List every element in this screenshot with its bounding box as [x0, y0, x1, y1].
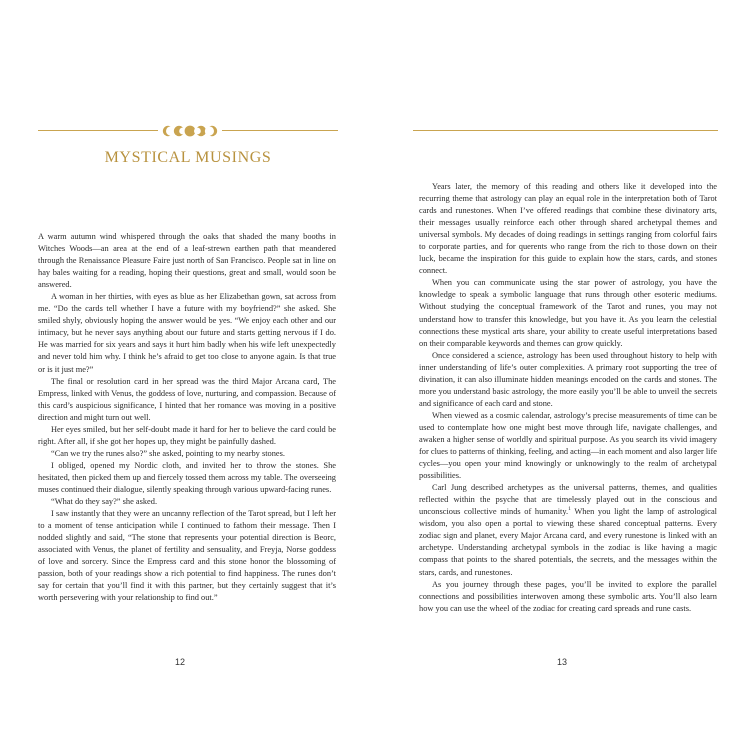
page-number: 13 — [556, 657, 567, 667]
paragraph: A woman in her thirties, with eyes as blue as her Elizabethan gown, sat across from me. “Do the cards tell whether I have a future with my boyfriend?” she asked. She smiled shyly, obviously hoping the answer would be yes. “We enjoy each other and our intimacy, but he never says anything about our future and starts getting nervous if I do. He was married for six years and says it hurt him badly when his wife left unexpectedly and never told him why. I think he’s afraid to get too close to anyone again. Is that true or is it just me?” — [38, 292, 336, 374]
footnote-marker[interactable]: 1 — [568, 506, 571, 513]
paragraph: The final or resolution card in her spread was the third Major Arcana card, The Empress, linked with Venus, the goddess of love, nurturing, and compassion. Because of this card’s auspicious significance, I hinted that her romance was moving in a positive direction and might turn out well. — [38, 376, 336, 422]
chapter-header-ornament — [38, 123, 338, 139]
paragraph: When viewed as a cosmic calendar, astrology’s precise measurements of time can be used to contemplate how one might best move through life, navigate challenges, and awaken a higher sense of worldly and spiritual purpose. As you search its vivid imagery for clues to patterns of thinking, feeling, and acting—in each moment and also larger life cycles—you open your mind knowingly or unknowingly to the realm of archetypal possibilities. — [419, 410, 717, 481]
paragraph: As you journey through these pages, you’ll be invited to explore the parallel connections and possibilities interwoven among these symbolic arts. You’ll also learn how you can use the wheel of the zodiac for creating card spreads and rune casts. — [419, 579, 717, 613]
right-page — [375, 0, 750, 750]
paragraph: “Can we try the runes also?” she asked, pointing to my nearby stones. — [51, 448, 285, 458]
right-page-body — [419, 181, 717, 615]
ornament-rule-left — [38, 130, 158, 131]
paragraph: I obliged, opened my Nordic cloth, and invited her to throw the stones. She hesitated, then picked them up and fiercely tossed them across my table. The overseeing muses continued their dialogue, silently speaking through various upward-facing runes. — [38, 460, 336, 494]
paragraph: I saw instantly that they were an uncanny reflection of the Tarot spread, but I left her to a moment of tense anticipation while I continued to fathom their message. Then I nodded slightly and said, “The stone that represents your potential direction is Beorc, associated with Venus, the planet of fertility and sensuality, and Freyja, Norse goddess of love and sorcery. Since the Empress card and this stone honor the blossoming of passion, both of your readings show a rich potential to find happiness. The runes don’t say for certain that you’ll find it with this partner, but they certainly suggest that it’s worth persevering with your relationship to find out.” — [38, 509, 336, 603]
paragraph-with-footnote — [419, 482, 717, 578]
paragraph: A warm autumn wind whispered through the oaks that shaded the many booths in Witches Woods—an area at the end of a leaf-strewn earthen path that meandered through the Renaissance Pleasure Faire just north of San Francisco. People sat in line on hay bales waiting for a reading, hoping their questions, great and small, would soon be answered. — [38, 232, 336, 290]
paragraph: Her eyes smiled, but her self-doubt made it hard for her to believe the card could be right. After all, if she got her hopes up, they might be painfully dashed. — [38, 424, 336, 446]
paragraph: When you can communicate using the star power of astrology, you have the knowledge to speak a symbolic language that runs through other esoteric mediums. Without studying the conceptual framework of the Tarot and runes, you may not understand how to transfer this knowledge, but you have it. As you learn the celestial connections these mystical arts share, your ability to create useful interpretations based on their comparable keywords and themes can grow quickly. — [419, 278, 717, 348]
left-page-body — [38, 231, 336, 604]
page-number: 12 — [174, 657, 185, 667]
paragraph: Once considered a science, astrology has been used throughout history to help with inner understanding of life’s outer complexities. A primary root supporting the tree of divination, it can also illuminate hidden meanings encoded on the cards and stones. The more you understand basic astrology, the more easily you’ll be able to unveil the secrets and significance of each card and stone. — [419, 350, 717, 408]
paragraph: Years later, the memory of this reading and others like it developed into the recurring theme that astrology can play an equal role in the interpretation both of Tarot cards and runestones. When I’ve offered readings that combine these divinatory arts, their messages usually reinforce each other through shared archetypal themes and universal symbols. My decades of doing readings in settings ranging from colorful fairs to corporate parties, and for querents who range from the rich to those down on their luck, became the inspiration for this guide to explain how the stars, cards, and stones connect. — [419, 182, 717, 276]
paragraph-text-continued: When you light the lamp of astrological wisdom, you also open a portal to viewing these shared conceptual patterns. Every zodiac sign and planet, every Major Arcana card, and every runestone is linked with an archetype. Understanding archetypal symbols in the zodiac is like having a magic compass that points to the shared potentials, the secrets, and the messages within the stars, cards, and runestones. — [419, 507, 717, 577]
moon-phases-icon — [160, 123, 220, 139]
chapter-title: MYSTICAL MUSINGS — [104, 149, 272, 166]
ornament-rule-right — [222, 130, 338, 131]
paragraph-text: Carl Jung described archetypes as the universal patterns, themes, and qualities reflected within the psyche that are timelessly played out in the conscious and unconscious collective minds of humanity. — [419, 483, 717, 517]
header-rule — [413, 130, 718, 131]
paragraph: “What do they say?” she asked. — [51, 497, 158, 507]
